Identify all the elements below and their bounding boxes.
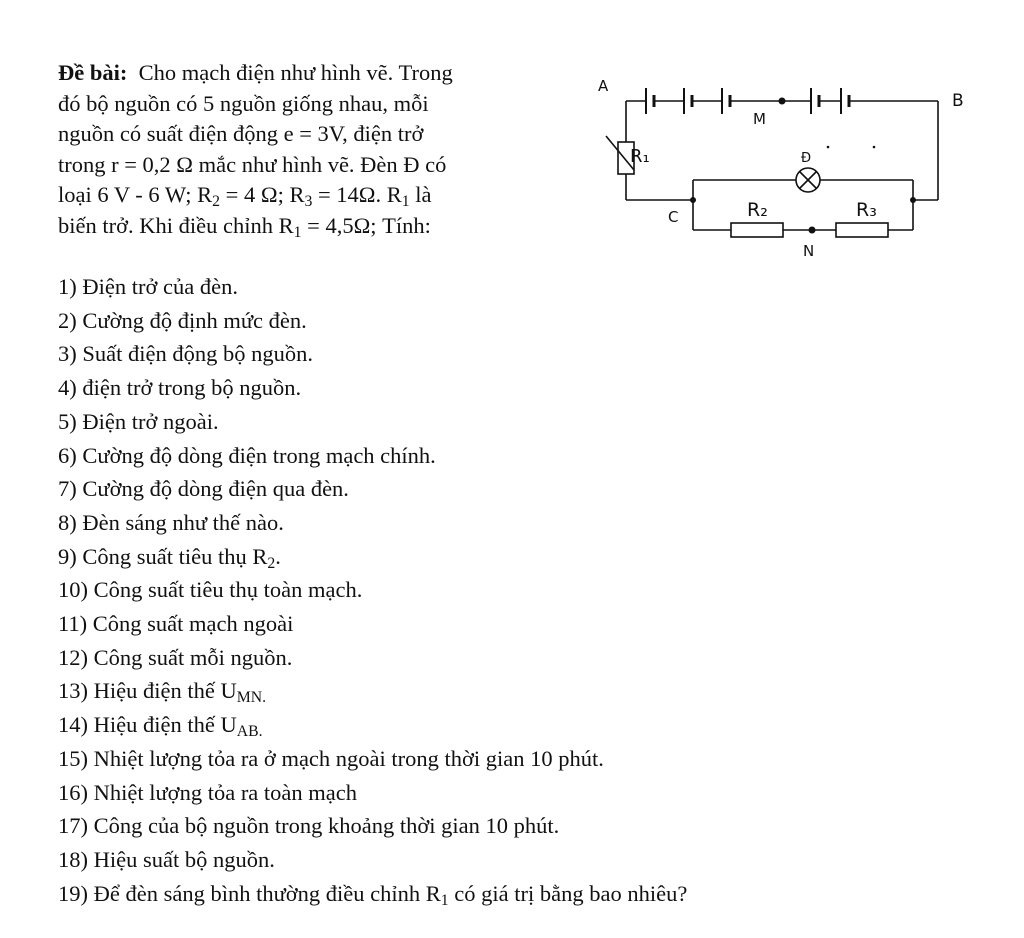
question-item-10: 10) Công suất tiêu thụ toàn mạch.: [58, 577, 363, 603]
problem-line-5-b: = 4 Ω; R: [220, 182, 305, 207]
question-item-7: 7) Cường độ dòng điện qua đèn.: [58, 476, 349, 502]
problem-line-5: [58, 180, 578, 211]
label-b: B: [952, 91, 964, 111]
question-item-11: 11) Công suất mạch ngoài: [58, 611, 294, 637]
label-c: C: [668, 208, 679, 226]
question-item-14: [58, 708, 958, 742]
node-right: [910, 197, 916, 203]
problem-line-1: [58, 58, 578, 89]
resistor-r2: [731, 223, 783, 237]
question-item-18: 18) Hiệu suất bộ nguồn.: [58, 846, 275, 872]
question-item-3: 3) Suất điện động bộ nguồn.: [58, 341, 313, 367]
question-item-5: 5) Điện trở ngoài.: [58, 408, 219, 434]
stray-dot-2: [873, 146, 876, 149]
question-9-sub: 2: [267, 554, 276, 572]
problem-line-5-d: là: [409, 182, 432, 207]
question-item-1: 1) Điện trở của đèn.: [58, 274, 238, 299]
label-n: N: [803, 242, 815, 260]
label-r1: R₁: [630, 146, 650, 167]
question-item-6: 6) Cường độ dòng điện trong mạch chính.: [58, 442, 436, 468]
problem-line-5-sub-3: 1: [401, 192, 410, 210]
question-9-text: 9) Công suất tiêu thụ R: [58, 543, 268, 569]
question-13-sub: MN.: [236, 689, 267, 707]
problem-line-1-text: Cho mạch điện như hình vẽ. Trong: [138, 60, 453, 85]
question-19-text: 19) Để đèn sáng bình thường điều chỉnh R: [58, 880, 441, 906]
label-r3: R₃: [856, 199, 877, 221]
circuit-diagram: [586, 70, 986, 270]
question-19-sub: 1: [440, 891, 449, 909]
resistor-r3: [836, 223, 888, 237]
problem-line-5-a: loại 6 V - 6 W; R: [58, 182, 213, 207]
question-item-15: 15) Nhiệt lượng tỏa ra ở mạch ngoài trong thời gian 10 phút.: [58, 745, 604, 771]
question-item-4: 4) điện trở trong bộ nguồn.: [58, 375, 302, 401]
problem-statement: [58, 58, 578, 241]
question-list: [58, 270, 958, 910]
question-item-19: [58, 877, 958, 911]
label-lamp: Đ: [801, 151, 812, 166]
problem-line-3: nguồn có suất điện động e = 3V, điện trở: [58, 121, 424, 146]
problem-line-2: đó bộ nguồn có 5 nguồn giống nhau, mỗi: [58, 90, 429, 116]
problem-line-6-a: biến trở. Khi điều chỉnh R: [58, 212, 294, 238]
problem-line-6-b: = 4,5Ω; Tính:: [301, 212, 431, 238]
node-c: [690, 197, 696, 203]
question-item-17: 17) Công của bộ nguồn trong khoảng thời gian 10 phút.: [58, 813, 560, 839]
node-n: [809, 227, 816, 234]
question-item-13: [58, 674, 958, 708]
problem-line-5-c: = 14Ω. R: [312, 182, 402, 207]
problem-line-5-sub-1: 2: [212, 192, 221, 210]
problem-line-4: trong r = 0,2 Ω mắc như hình vẽ. Đèn Đ có: [58, 151, 447, 177]
label-a: A: [598, 77, 609, 95]
question-item-8: 8) Đèn sáng như thế nào.: [58, 509, 284, 535]
question-9-end: .: [275, 543, 281, 569]
question-item-9: [58, 540, 958, 574]
node-m: [779, 98, 786, 105]
question-19-end: có giá trị bằng bao nhiêu?: [448, 880, 688, 906]
problem-line-5-sub-2: 3: [304, 192, 313, 210]
problem-line-6: [58, 211, 578, 242]
stray-dot-1: [827, 146, 830, 149]
question-14-text: 14) Hiệu điện thế U: [58, 712, 237, 738]
problem-title: Đề bài:: [58, 60, 128, 85]
question-item-16: 16) Nhiệt lượng tỏa ra toàn mạch: [58, 779, 358, 805]
problem-line-6-sub: 1: [293, 223, 302, 241]
label-m: M: [753, 110, 766, 128]
question-13-text: 13) Hiệu điện thế U: [58, 678, 237, 704]
question-item-12: 12) Công suất mỗi nguồn.: [58, 644, 293, 670]
label-r2: R₂: [747, 199, 768, 221]
question-14-sub: AB.: [236, 723, 263, 741]
question-item-2: 2) Cường độ định mức đèn.: [58, 307, 307, 333]
